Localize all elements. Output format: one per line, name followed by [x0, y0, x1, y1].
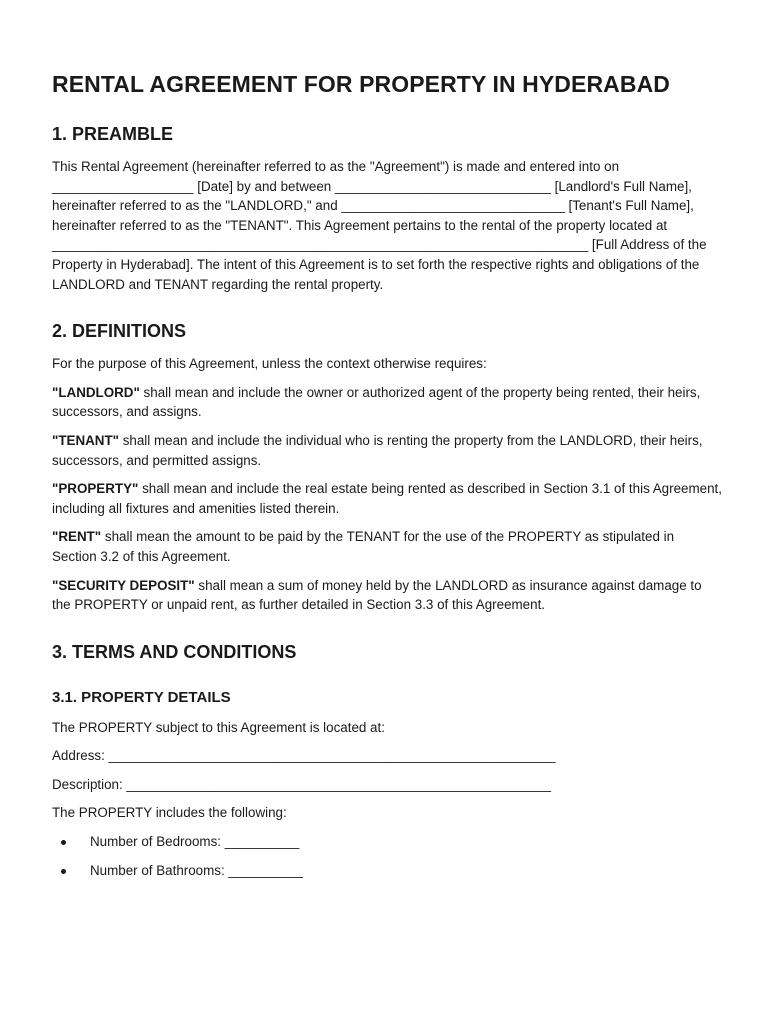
definition-term: "SECURITY DEPOSIT"	[52, 577, 195, 593]
definition-text: shall mean a sum of money held by the LANDLORD as insurance against damage to the PROPERTY or unpaid rent, as further detailed in Section 3.3 of this Agreement.	[52, 577, 702, 613]
list-item	[52, 832, 722, 852]
preamble-section	[52, 122, 722, 294]
property-includes-intro: The PROPERTY includes the following:	[52, 805, 287, 821]
definition-security-deposit	[52, 576, 722, 615]
terms-heading: 3. TERMS AND CONDITIONS	[52, 641, 297, 662]
property-features-list	[52, 832, 722, 880]
definition-term: "TENANT"	[52, 432, 119, 448]
definition-property	[52, 479, 722, 518]
property-details-heading: 3.1. PROPERTY DETAILS	[52, 688, 231, 706]
document-page	[52, 68, 722, 889]
definition-text: shall mean and include the individual who is renting the property from the LANDLORD, their heirs, successors, and permitted assigns.	[52, 432, 703, 468]
property-address-line: Address: ____________________________________________________________	[52, 748, 556, 764]
definition-term: "RENT"	[52, 529, 102, 545]
list-item-text: Number of Bedrooms: __________	[90, 834, 300, 850]
definition-text: shall mean and include the owner or authorized agent of the property being rented, their heirs, successors, and assigns.	[52, 384, 701, 420]
list-item-text: Number of Bathrooms: __________	[90, 862, 303, 878]
list-item	[52, 861, 722, 881]
definition-rent	[52, 527, 722, 566]
terms-section	[52, 640, 722, 881]
document-title: RENTAL AGREEMENT FOR PROPERTY IN HYDERABAD	[52, 71, 671, 97]
preamble-text: This Rental Agreement (hereinafter referred to as the "Agreement") is made and entered into on ___________________ [Date] by and between _____________________________ [Landlord's Full Name], hereinafter referred to as the "LANDLORD," and ______________________________ [Tenant's Full Name], hereinafter referred to as the "TENANT". This Agreement pertains to the rental of the property located at ________________________________________________________________________ [Full Address of the Property in Hyderabad]. The intent of this Agreement is to set forth the respective rights and obligations of the LANDLORD and TENANT regarding the rental property.	[52, 159, 707, 292]
definition-tenant	[52, 431, 722, 470]
definition-term: "LANDLORD"	[52, 384, 140, 400]
definition-term: "PROPERTY"	[52, 481, 139, 497]
bullet-icon	[61, 869, 66, 874]
property-intro: The PROPERTY subject to this Agreement is located at:	[52, 719, 385, 735]
definition-text: shall mean the amount to be paid by the TENANT for the use of the PROPERTY as stipulated in Section 3.2 of this Agreement.	[52, 529, 675, 564]
definitions-section	[52, 319, 722, 615]
definition-text: shall mean and include the real estate being rented as described in Section 3.1 of this Agreement, including all fixtures and amenities listed therein.	[52, 481, 722, 516]
definition-landlord	[52, 383, 722, 422]
definitions-heading: 2. DEFINITIONS	[52, 321, 187, 342]
bullet-icon	[61, 840, 66, 845]
property-description-line: Description: _________________________________________________________	[52, 776, 551, 792]
preamble-heading: 1. PREAMBLE	[52, 124, 174, 144]
definitions-intro: For the purpose of this Agreement, unless the context otherwise requires:	[52, 356, 487, 372]
